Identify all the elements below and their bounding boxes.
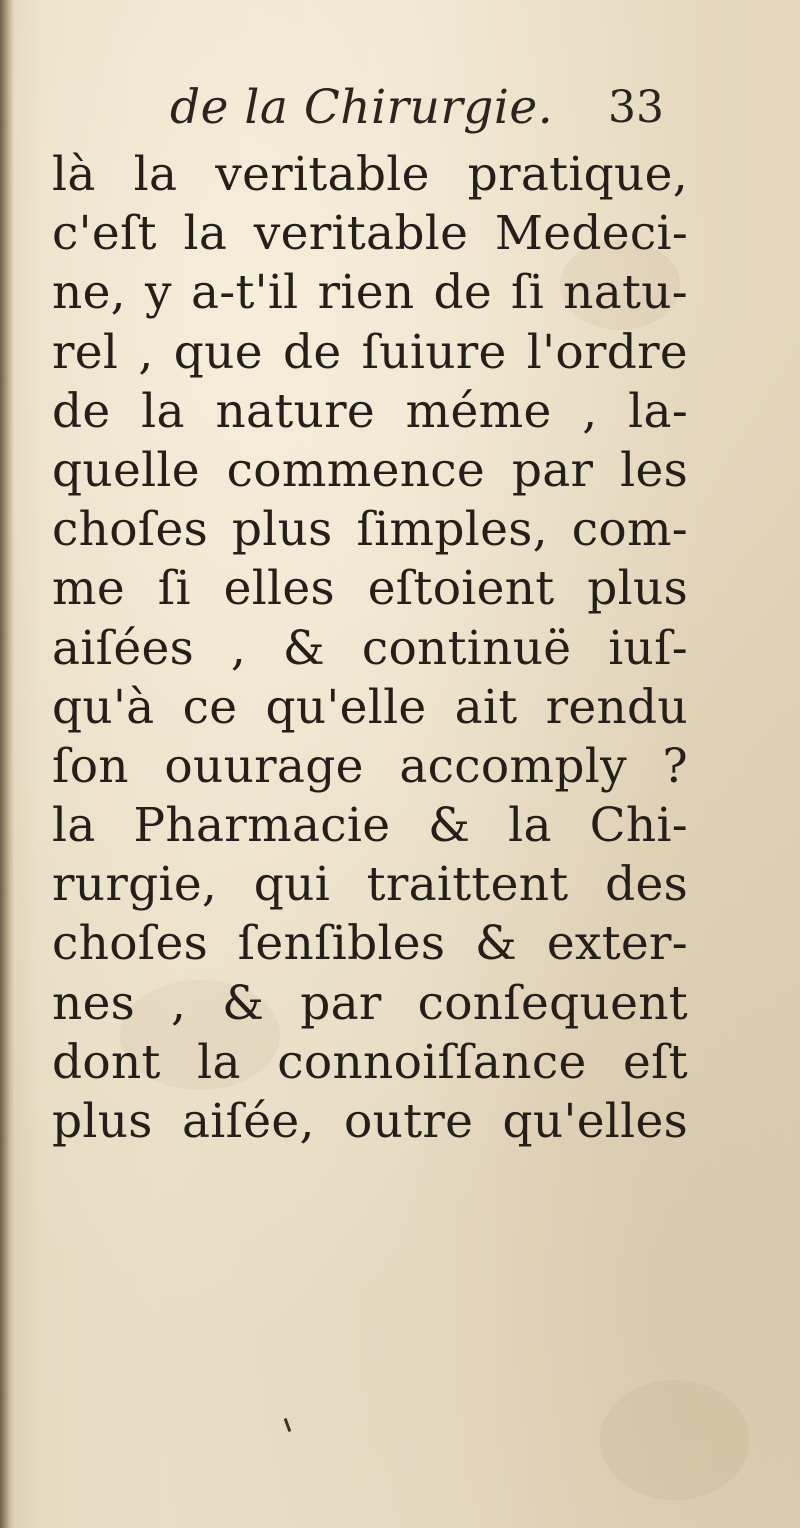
text-line: nes , & par conſequent [52,975,688,1031]
text-line: quelle commence par les [52,442,688,498]
text-line: la Pharmacie & la Chi- [52,798,688,854]
ink-speck [284,1418,292,1432]
body-text [52,145,688,1151]
text-line: plus aiſée, outre qu'elles [52,1094,688,1149]
text-line: choſes ſenſibles & exter- [52,916,688,972]
text-line: rel , que de ſuiure l'ordre [52,324,688,380]
page-header [0,78,800,138]
text-line: aiſées , & continuë iuſ- [52,620,688,676]
text-line: là la veritable pratique, [52,147,688,202]
page-number: 33 [608,82,664,133]
text-line: ſon ouurage accomply ? [52,738,688,794]
text-line: choſes plus ſimples, com- [52,502,688,558]
text-line: me ſi elles eſtoient plus [52,561,688,617]
text-line: de la nature méme , la- [52,383,688,439]
text-line: dont la connoiſſance eſt [52,1034,688,1090]
paper-stain [600,1380,750,1500]
binding-gutter [0,0,14,1528]
text-line: c'eſt la veritable Medeci- [52,206,688,262]
text-line: qu'à ce qu'elle ait rendu [52,679,688,735]
text-line: rurgie, qui traittent des [52,857,688,913]
text-line: ne, y a-t'il rien de ſi natu- [52,265,688,321]
running-title: de la Chirurgie. [170,80,554,135]
